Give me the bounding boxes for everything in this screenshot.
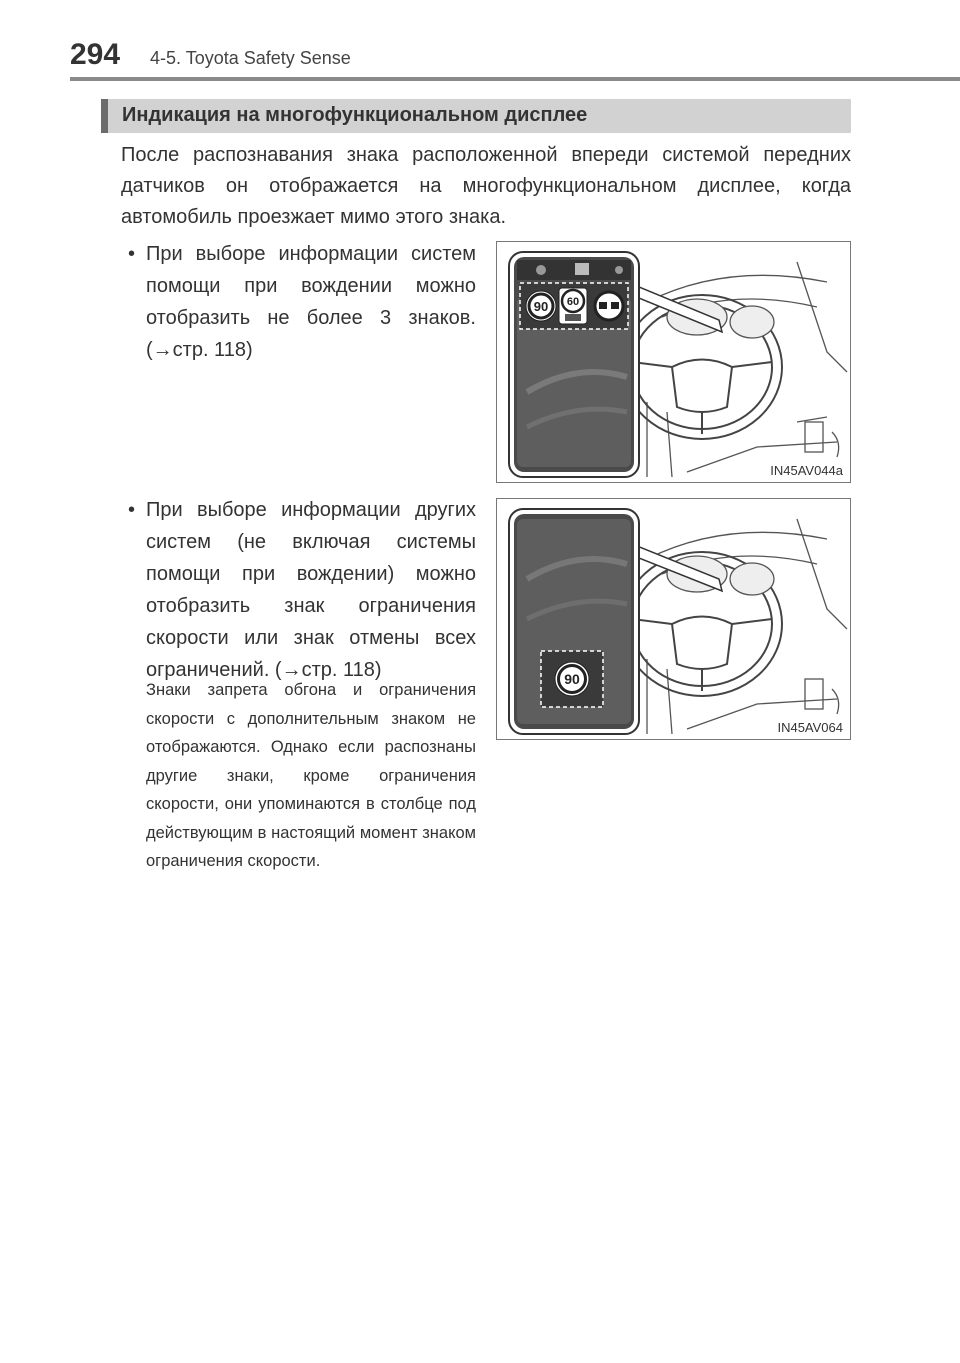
- figure-display-single-sign: [496, 498, 851, 740]
- page-number: 294: [70, 38, 121, 71]
- speed-sign-90: 90: [564, 671, 580, 687]
- intro-paragraph: После распознавания знака расположенной впереди системой передних датчиков он отображается на многофункциональном дисплее, когда автомобиль проезжает мимо этого знака.: [121, 144, 851, 228]
- dashboard-illustration: [497, 499, 851, 740]
- speed-sign-90: 90: [533, 299, 549, 314]
- page-header: [0, 0, 960, 82]
- bullet-item-1: [128, 238, 476, 366]
- bullet-item-2: [128, 494, 476, 686]
- figure-label: IN45AV064: [777, 720, 843, 735]
- speed-sign-60: 60: [566, 296, 580, 308]
- bullet-text: При выборе информации систем помощи при вождении можно отобразить не более 3 знаков. (→стр. 118): [146, 243, 476, 361]
- dashboard-illustration: [497, 242, 851, 483]
- section-title: 4-5. Toyota Safety Sense: [150, 48, 351, 68]
- bullet-symbol: •: [128, 243, 136, 265]
- figure-display-three-signs: [496, 241, 851, 483]
- section-heading-text: Индикация на многофункциональном дисплее: [122, 104, 588, 126]
- bullet-text: При выборе информации других систем (не включая системы помощи при вождении) можно отобразить знак ограничения скорости или знак отмены всех ограничений. (→стр. 118): [146, 499, 476, 681]
- header-divider: [70, 77, 960, 81]
- bullet-symbol: •: [128, 499, 136, 521]
- section-heading: [101, 99, 851, 133]
- note-paragraph: Знаки запрета обгона и ограничения скорости с дополнительным знаком не отображаются. Однако если распознаны другие знаки, кроме ограничения скорости, они упоминаются в столбце под действующим в настоящий момент знаком ограничения скорости.: [146, 681, 476, 870]
- figure-label: IN45AV044a: [770, 463, 843, 478]
